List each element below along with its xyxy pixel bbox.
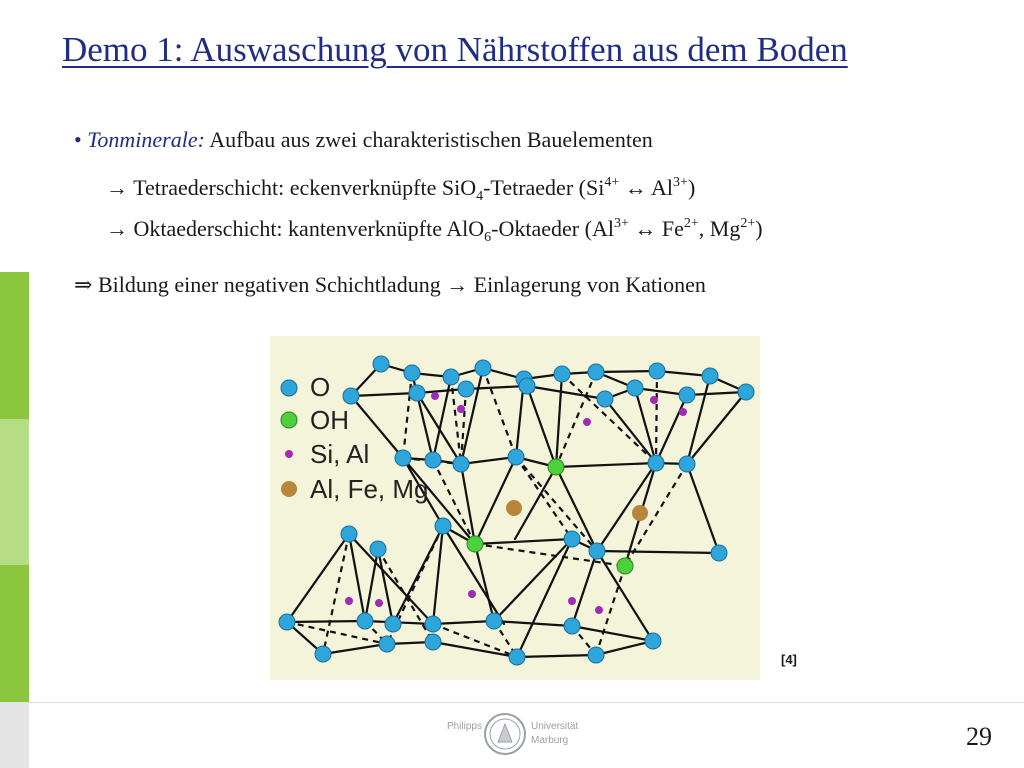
okta-prefix: → Oktaederschicht: kantenverknüpfte AlO — [106, 216, 485, 241]
okta-mid2: ↔ Fe — [628, 216, 684, 241]
legend-label-oh: OH — [310, 405, 349, 435]
cation-si-al — [345, 597, 353, 605]
page-number: 29 — [966, 722, 992, 751]
legend-o-marker — [281, 380, 297, 396]
tetra-mid: -Tetraeder (Si — [483, 175, 605, 200]
cation-al-fe-mg — [632, 505, 648, 521]
tetra-sub: 4 — [476, 189, 484, 204]
side-accent-bar — [0, 272, 29, 419]
bullet-text: Aufbau aus zwei charakteristischen Bauelementen — [204, 127, 653, 152]
tetra-end: ) — [687, 175, 696, 200]
legend-label-al-fe-mg: Al, Fe, Mg — [310, 474, 429, 504]
university-logo — [447, 712, 597, 758]
tetra-prefix: → Tetraederschicht: eckenverknüpfte SiO — [106, 175, 477, 200]
legend-label-o: O — [310, 372, 331, 402]
oh-group — [467, 536, 483, 552]
conclusion-text1: Bildung einer negativen Schichtladung — [92, 272, 447, 297]
structure-diagram — [270, 336, 760, 680]
okta-sup2: 2+ — [683, 216, 699, 231]
bullet-symbol: • — [74, 127, 82, 152]
footer-divider — [29, 702, 1024, 703]
side-accent-bar — [0, 419, 29, 565]
legend-label-si-al: Si, Al — [310, 439, 370, 469]
legend-oh-marker — [281, 412, 297, 428]
logo-text-right-bottom: Marburg — [531, 735, 569, 746]
cation-si-al — [375, 599, 383, 607]
tetra-mid2: ↔ Al — [619, 175, 674, 200]
cation-si-al — [583, 418, 591, 426]
okta-sup1: 3+ — [613, 216, 629, 231]
logo-text-left: Philipps — [447, 721, 483, 732]
right-arrow: → — [446, 272, 469, 297]
cation-si-al — [431, 392, 439, 400]
cation-si-al — [679, 408, 687, 416]
bullet-tonminerale — [74, 127, 653, 153]
legend-si-al-marker — [285, 450, 293, 458]
cation-si-al — [650, 396, 658, 404]
bullet-term: Tonminerale: — [87, 127, 205, 152]
conclusion-line — [74, 272, 706, 298]
tetra-sup2: 3+ — [673, 175, 688, 190]
oktaeder-line — [106, 216, 763, 245]
figure-reference: [4] — [781, 652, 797, 667]
cation-si-al — [468, 590, 476, 598]
side-accent-bar — [0, 565, 29, 702]
cation-si-al — [457, 405, 465, 413]
oh-group — [548, 459, 564, 475]
logo-text-right-top: Universität — [531, 721, 579, 732]
cation-si-al — [568, 597, 576, 605]
oh-group — [617, 558, 633, 574]
conclusion-text2: Einlagerung von Kationen — [468, 272, 706, 297]
university-seal-icon — [483, 712, 527, 756]
slide-title: Demo 1: Auswaschung von Nährstoffen aus dem Boden — [62, 30, 848, 69]
clay-mineral-structure-figure — [270, 336, 760, 680]
okta-mid3: , Mg — [698, 216, 741, 241]
side-accent-bar — [0, 702, 29, 768]
implies-arrow: ⇒ — [74, 272, 93, 297]
cation-al-fe-mg — [506, 500, 522, 516]
cation-si-al — [595, 606, 603, 614]
okta-end: ) — [755, 216, 763, 241]
okta-sub: 6 — [484, 230, 492, 245]
okta-sup3: 2+ — [740, 216, 756, 231]
tetra-sup1: 4+ — [604, 175, 620, 190]
tetraeder-line — [106, 175, 696, 204]
legend-al-fe-mg-marker — [281, 481, 297, 497]
okta-mid: -Oktaeder (Al — [491, 216, 614, 241]
legend-markers — [281, 380, 297, 497]
